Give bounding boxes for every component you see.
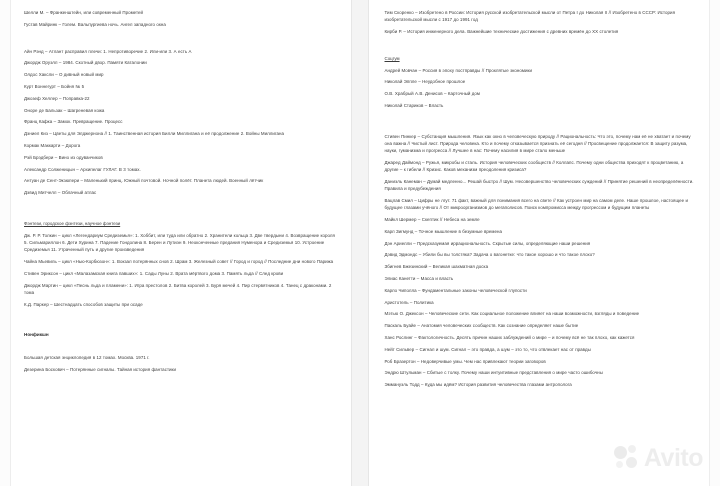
paragraph-spacer [385, 40, 698, 55]
book-entry: Джордж Оруэлл – 1984. Скотный двор. Памяти Каталонии [24, 60, 147, 66]
book-entry: Джозеф Хеллер – Поправка-22 [24, 95, 90, 101]
section-heading-bold: Нонфикшн [24, 332, 49, 338]
book-entry: О.В. Храбрый А.В. Денисов – Карточный дом [384, 91, 481, 97]
book-entry: Эндрю Штульман – Сбитые с толку. Почему наши интуитивные представления о мире часто ошибочны [384, 370, 603, 376]
book-entry: Джаред Даймонд – Ружья, микробы и сталь. История человеческих сообществ // Коллапс. Почему одни общества приходят к процветанию, а другие – к гибели // Кризис. Каков механизм преодоления кризиса? [384, 159, 684, 173]
paragraph-spacer [24, 312, 337, 331]
book-entry: Николай Стариков – Власть [384, 102, 444, 108]
book-entry: Паскаль Буайе – Анатомия человеческих сообществ. Как сознание определяет наше бытие [384, 323, 579, 329]
book-entry: Карло Чиполла – Фундаментальные законы человеческой глупости [384, 287, 527, 293]
book-entry: Вацлав Смил – Цифры не лгут. 71 факт, важный для понимания всего на свете // Как устроен мир на самом деле. Наше прошлое, настоящее и будущее глазами учёного // От микроорганизмов до мегаполисов. Поиск компромисса между прогрессом и будущим планеты [384, 197, 688, 211]
section-heading: Фэнтези, городское фэнтези, научное фэнтези [24, 220, 121, 226]
paragraph-spacer [24, 33, 337, 48]
paragraph-spacer [24, 343, 337, 354]
book-entry: Кирби Р. – История инженерного дела. Важнейшие технические достижения с древних времён до XX столетия [384, 29, 619, 34]
book-entry: Олдос Хаксли – О дивный новый мир [24, 72, 104, 78]
section-heading: Соцгум [384, 55, 400, 61]
book-entry: Андрей Мовчан – Россия в эпоху постправды // Проклятые экономики [384, 67, 532, 73]
book-entry: Кормак Маккарти – Дорога [24, 142, 81, 148]
book-entry: Рэй Брэдбери – Вино из одуванчиков [24, 154, 103, 160]
book-entry: Майкл Шермер – Скептик // Небеса на земле [384, 216, 480, 222]
avito-watermark-text: Avito [643, 444, 703, 472]
book-entry: Дэниел Киз – Цветы для Элджернона // 1. Таинственная история Билли Миллигана и её продолжение 2. Войны Миллигана [24, 131, 284, 137]
book-entry: Оноре де Бальзак – Шагреневая кожа [24, 107, 105, 113]
avito-watermark [614, 445, 703, 472]
book-entry: Большая детская энциклопедия в 12 томах. Москва. 1971 г. [24, 355, 150, 361]
book-entry: Дж. Р. Р. Толкин – цикл «Легендариум Средиземья»: 1. Хоббит, или туда или обратно 2. Хранители кольца 3. Две твердыни 4. Возвращение короля 5. Сильмариллон 6. Дети Хурина 7. Падение Гондолина 8. Берен и Лутиэн 9. Неоконченные предания Нуменора и Средиземья 10. Устроение Средиземья 11. Утраченный путь и другие произведения [24, 232, 335, 253]
book-entry: Джордж Мартин – цикл «Песнь льда и пламени»: 1. Игра престолов 2. Битва королей 3. Буря мечей 4. Пир стервятников 4. Танец с драконами. 2 тома [24, 282, 332, 295]
book-entry: Александр Солженицын – Архипелаг ГУЛАГ. В 3 томах. [24, 166, 141, 172]
paragraph-spacer [385, 114, 698, 133]
avito-dots-logo-icon [614, 445, 641, 472]
book-entry: Курт Воннегурт – Бойня № 5 [24, 83, 85, 89]
book-entry: Чайна Мьевиль – цикл «Нью-Корбюзон»: 1. Вокзал потерянных снов 2. Шрам 3. Железный совет // Город и город // Последние дни нового Парижа [24, 258, 334, 264]
book-entry: Збигнев Бжезинский – Великая шахматная доска [384, 264, 489, 270]
book-entry: Даниэль Канеман – Думай медленно... Решай быстро // Шум. Несовершенство человеческих суждений // Принятие решений в неопределённости. Правила и предубеждения [384, 178, 694, 192]
book-entry: Антуан де Сент-Экзюпери – Маленький принц. Южный почтовой. Ночной полёт. Планета людей. Военный лётчик [24, 178, 264, 184]
book-entry: Аристотель – Политика [384, 299, 434, 305]
page-gutter-divider [351, 0, 369, 486]
book-entry: Дезерина Боскович – Потерянные сигналы. Тайная история фантастики [24, 367, 177, 373]
book-entry: Нейт Сильвер – Сигнал и шум. Сигнал – это правда, а шум – это то, что отвлекает нас от правды [384, 346, 591, 352]
book-entry: Тим Скоренко – Изобретено в России: История русской изобретательской мысли от Петра I до Николая II // Изобретено в СССР: История изобретательской мысли с 1917 до 1991 год [384, 10, 676, 23]
book-entry: Франц Кафка – Замок. Превращение. Процесс [24, 119, 123, 125]
book-entry: Айн Рэнд – Атлант расправил плечи: 1. Непротиворечие 2. Или-или 3. А есть А [24, 48, 192, 54]
book-entry: Шелли М. – Франкенштейн, или современный Прометей [24, 10, 144, 15]
book-entry: Дэвид Эдмондс – Убили бы вы толстяка? Задача о вагонетке: что такое хорошо и что такое плохо? [384, 252, 595, 258]
document-page-left[interactable] [11, 0, 351, 486]
page-edge-left [0, 0, 11, 486]
book-entry: К.Д. Паркер – Шестнадцать способов защиты при осаде [24, 301, 143, 307]
book-entry: Стивен Пинкер – Субстанция мышления. Язык как окно в человеческую природу // Рациональность: Что это, почему нам её не хватает и почему она важна // Чистый лист. Природа человека. Кто и почему отказывается признать её сегодня // Просвещение продолжается: В защиту разума, науки, гуманизма и прогресса // Лучшее в нас: Почему насилия в мире стало меньше [384, 133, 691, 154]
book-entry: Роб Бразертон – Недоверчивые умы. Чем нас привлекают теории заговоров [384, 358, 546, 364]
book-entry: Ханс Рослинг – Фактологичность. Десять причин наших заблуждений о мире – и почему всё не так плохо, как кажется [384, 334, 635, 340]
book-entry: Дэн Ариелли – Предсказуемая иррациональность. Скрытые силы, определяющие наши решения [384, 240, 591, 246]
paragraph-spacer [24, 201, 337, 220]
page-edge-right [709, 0, 720, 486]
book-entry: Элиас Канетти – Масса и власть [384, 275, 454, 281]
book-entry: Эммануэль Тодд – Куда мы идём? История развития человечества глазами антрополога [384, 382, 572, 388]
book-entry: Дэвид Митчелл – Облачный атлас [24, 190, 97, 196]
book-entry: Николай Эппле – Неудобное прошлое [384, 79, 466, 85]
book-entry: Карл Зигмунд – Точное мышление в безумные времена [384, 228, 503, 234]
document-page-right[interactable] [369, 0, 710, 486]
book-entry: Густав Майринк – Голем. Вальпургиева ночь. Ангел западного окна [24, 21, 166, 27]
book-entry: Мэтью О. Джексон – Человеческие сети. Как социальное положение влияет на наши возможности, взгляды и поведение [384, 311, 640, 317]
book-entry: Стивен Эриксон – цикл «Малазамская книга павших»: 1. Сады Луны 2. Врата мёртвого дома 3. Память льда // След крови [24, 270, 284, 276]
